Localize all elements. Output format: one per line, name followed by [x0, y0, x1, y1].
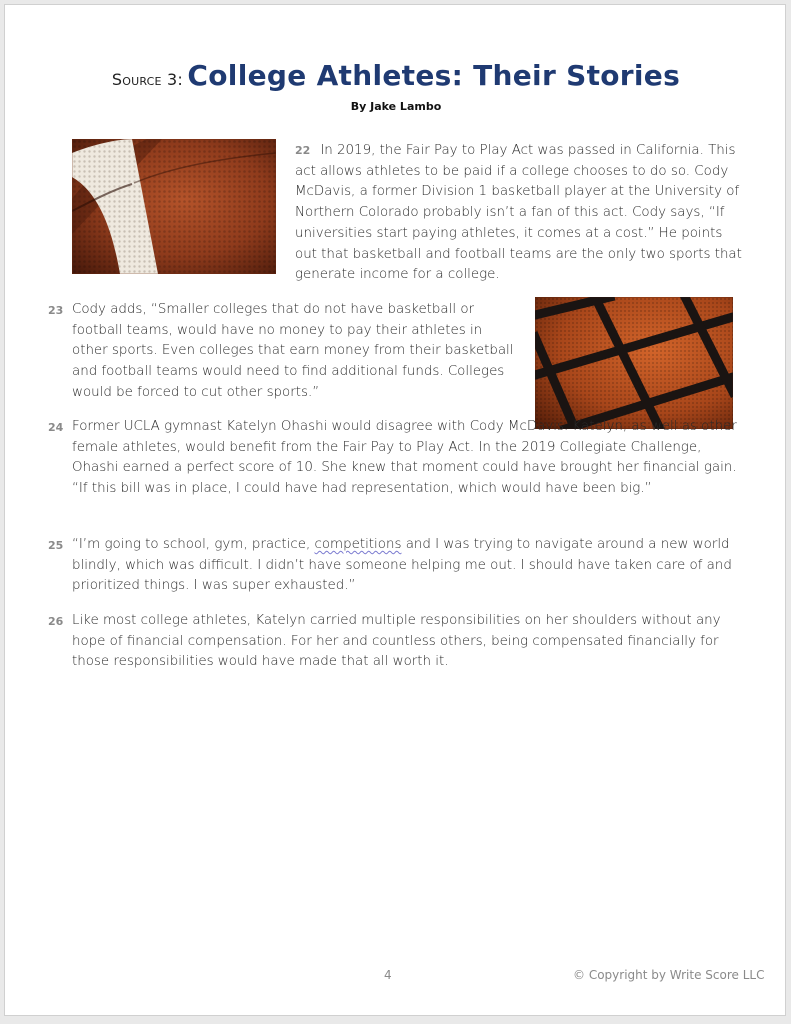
page-title: College Athletes: Their Stories — [187, 59, 681, 92]
page-number: 4 — [384, 968, 392, 982]
football-photo — [72, 139, 276, 274]
paragraph-number: 23 — [48, 304, 64, 317]
paragraph-25 — [72, 535, 732, 597]
paragraph-number: 24 — [48, 421, 64, 434]
paragraph-number: 22 — [295, 144, 311, 157]
basketball-image — [535, 297, 733, 429]
paragraph-26: Like most college athletes, Katelyn carried multiple responsibilities on her shoulders without any hope of financial compensation. For her and countless others, being compensated financially for those responsibilities would have made that all worth it. — [72, 613, 721, 670]
document-page — [4, 4, 786, 1016]
copyright-notice: © Copyright by Write Score LLC — [573, 968, 765, 982]
byline: By Jake Lambo — [350, 100, 442, 113]
basketball-photo — [535, 297, 733, 429]
paragraph-22 — [295, 141, 745, 286]
paragraph-text-start: “I’m going to school, gym, practice, — [72, 537, 315, 552]
paragraph-23: Cody adds, “Smaller colleges that do not have basketball or football teams, would have no money to pay their athletes in other sports. Even colleges that earn money from their basketball and football teams would need to find additional funds. Colleges would be forced to cut other sports.” — [72, 302, 514, 400]
title-block — [5, 59, 787, 92]
paragraph-text-end: and I was trying to navigate around a new world blindly, which was difficult. I didn’t have someone helping me out. I should have taken care of and prioritized things. I was super exhausted.” — [72, 537, 732, 594]
source-label: Source 3: — [111, 70, 183, 89]
paragraph-text: Former UCLA gymnast Katelyn Ohashi would disagree with Cody McDavis. Katelyn, as well as other female athletes, would benefit from the Fair Pay to Play Act. In the 2019 Collegiate Challenge, Ohashi earned a perfect score of 10. She knew that moment could have brought her financial gain. “If this bill was in place, I could have had representation, which would have been big.” — [72, 419, 737, 497]
paragraph-text: In 2019, the Fair Pay to Play Act was passed in California. This act allows athletes to be paid if a college chooses to do so. Cody McDavis, a former Division 1 basketball player at the University of Northern Colorado probably isn’t a fan of this act. Cody says, “If universities start paying athletes, it comes at a cost.” He points out that basketball and football teams are the only two sports that generate income for a college. — [295, 143, 742, 283]
paragraph-number: 26 — [48, 615, 64, 628]
paragraph-number: 25 — [48, 539, 64, 552]
paragraph-24 — [72, 417, 737, 500]
spellcheck-flagged-word[interactable]: competitions — [314, 537, 402, 552]
football-image — [72, 139, 276, 274]
